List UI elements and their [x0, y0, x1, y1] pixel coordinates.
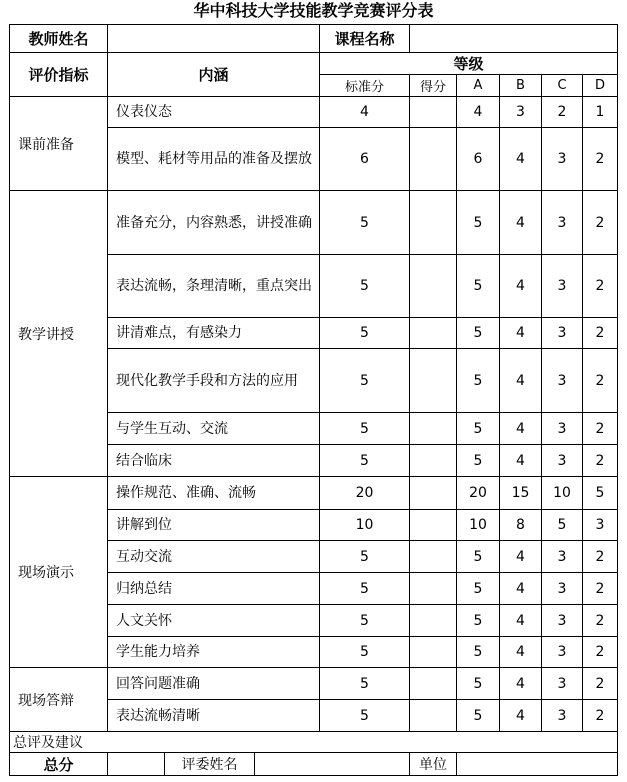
teacher-name-label: 教师姓名 [28, 30, 89, 48]
row-grade-a: 5 [473, 548, 483, 565]
row-content: 讲清难点，有感染力 [116, 325, 242, 341]
category-cell: 现场演示 [18, 565, 74, 581]
row-standard: 4 [360, 104, 369, 120]
row-grade-b: 4 [516, 452, 525, 469]
table-row [9, 668, 618, 699]
row-standard: 10 [355, 517, 374, 533]
row-grade-b: 8 [516, 517, 525, 533]
table-row [9, 637, 618, 667]
table-row [9, 128, 618, 190]
row-grade-b: 4 [516, 675, 525, 692]
row-grade-d: 2 [595, 644, 605, 660]
indicator-header: 评价指标 [28, 66, 89, 84]
row-content: 互动交流 [116, 548, 172, 565]
row-standard: 5 [360, 325, 369, 341]
row-standard: 20 [355, 485, 374, 501]
row-score[interactable] [410, 541, 456, 572]
row-grade-a: 5 [473, 580, 483, 597]
total-score-label: 总分 [43, 755, 74, 774]
row-grade-c: 3 [557, 580, 567, 597]
row-grade-c: 3 [557, 548, 567, 565]
grid-line-bottom [9, 775, 618, 776]
score-header: 得分 [419, 80, 446, 95]
row-grade-a: 5 [473, 612, 483, 629]
row-grade-d: 1 [595, 104, 605, 120]
teacher-name-field[interactable] [108, 25, 319, 52]
row-content: 现代化教学手段和方法的应用 [116, 372, 298, 389]
row-content: 人文关怀 [116, 612, 172, 629]
row-grade-b: 4 [516, 325, 525, 341]
row-content: 结合临床 [116, 452, 172, 469]
row-content: 操作规范、准确、流畅 [116, 485, 256, 501]
row-grade-d: 2 [595, 580, 605, 597]
row-grade-d: 5 [595, 485, 605, 501]
category-cell: 教学讲授 [18, 326, 74, 343]
table-row [9, 445, 618, 476]
table-row [9, 477, 618, 509]
row-grade-b: 15 [511, 485, 530, 501]
row-grade-d: 2 [595, 278, 605, 294]
row-score[interactable] [410, 700, 456, 731]
row-grade-c: 3 [557, 707, 567, 724]
row-standard: 5 [360, 548, 369, 565]
row-standard: 5 [360, 372, 369, 389]
row-content: 表达流畅清晰 [116, 707, 200, 724]
standard-score-header: 标准分 [344, 80, 384, 95]
row-score[interactable] [410, 605, 456, 636]
row-grade-a: 5 [473, 372, 483, 389]
row-score[interactable] [410, 191, 456, 254]
row-content: 模型、耗材等用品的准备及摆放 [116, 151, 312, 167]
row-grade-d: 2 [595, 612, 605, 629]
judge-name-field[interactable] [255, 753, 409, 775]
course-name-field[interactable] [410, 25, 617, 52]
grade-b-header: B [516, 78, 525, 93]
grade-d-header: D [594, 78, 605, 93]
row-content: 仪表仪态 [116, 104, 172, 120]
content-header: 内涵 [198, 66, 229, 84]
row-score[interactable] [410, 413, 456, 444]
row-score[interactable] [410, 128, 456, 190]
row-grade-a: 5 [473, 278, 483, 294]
grade-header: 等级 [453, 55, 484, 73]
row-grade-a: 5 [473, 420, 483, 437]
row-score[interactable] [410, 573, 456, 604]
row-grade-a: 10 [469, 517, 487, 533]
row-content: 准备充分，内容熟悉，讲授准确 [116, 214, 312, 231]
row-standard: 5 [360, 580, 369, 597]
row-grade-b: 3 [516, 104, 525, 120]
row-content: 表达流畅，条理清晰，重点突出 [116, 278, 312, 294]
table-row [9, 700, 618, 731]
table-row [9, 191, 618, 254]
row-grade-c: 3 [557, 612, 567, 629]
row-content: 归纳总结 [116, 580, 172, 597]
row-content: 讲解到位 [116, 517, 172, 533]
unit-label: 单位 [419, 757, 447, 773]
row-grade-b: 4 [516, 580, 525, 597]
row-grade-d: 2 [595, 675, 605, 692]
row-grade-a: 6 [473, 151, 483, 167]
row-content: 与学生互动、交流 [116, 420, 228, 437]
row-standard: 5 [360, 278, 369, 294]
grade-c-header: C [557, 78, 567, 93]
row-grade-b: 4 [516, 644, 525, 660]
table-row [9, 349, 618, 412]
row-content: 回答问题准确 [116, 675, 200, 692]
row-grade-c: 3 [557, 675, 567, 692]
row-standard: 5 [360, 612, 369, 629]
row-grade-a: 4 [473, 104, 483, 120]
row-score[interactable] [410, 445, 456, 476]
row-grade-b: 4 [516, 214, 525, 231]
grade-a-header: A [473, 78, 483, 93]
table-row [9, 97, 618, 127]
row-grade-d: 2 [595, 420, 605, 437]
row-score[interactable] [410, 510, 456, 540]
summary-label: 总评及建议 [13, 735, 83, 751]
page-title: 华中科技大学技能教学竞赛评分表 [193, 1, 434, 20]
table-row [9, 573, 618, 604]
row-grade-a: 5 [473, 644, 483, 660]
row-score[interactable] [410, 637, 456, 667]
row-grade-c: 3 [557, 420, 567, 437]
row-grade-b: 4 [516, 372, 525, 389]
category-cell: 课前准备 [18, 136, 74, 153]
table-row [9, 541, 618, 572]
row-grade-d: 2 [595, 452, 605, 469]
row-grade-d: 2 [595, 548, 605, 565]
row-grade-a: 5 [473, 675, 483, 692]
row-grade-d: 2 [595, 372, 605, 389]
row-content: 学生能力培养 [116, 644, 200, 660]
row-grade-c: 3 [557, 151, 567, 167]
unit-field[interactable] [457, 753, 617, 775]
category-cell: 现场答辩 [18, 692, 74, 709]
row-score[interactable] [410, 349, 456, 412]
row-grade-d: 2 [595, 151, 605, 167]
row-grade-c: 3 [557, 278, 567, 294]
row-score[interactable] [410, 318, 456, 348]
row-grade-a: 20 [469, 485, 487, 501]
row-grade-d: 2 [595, 325, 605, 341]
course-name-label: 课程名称 [334, 30, 395, 48]
row-grade-c: 3 [557, 452, 567, 469]
row-grade-c: 2 [557, 104, 567, 120]
row-grade-b: 4 [516, 278, 525, 294]
row-grade-b: 4 [516, 612, 525, 629]
row-grade-d: 3 [595, 517, 605, 533]
row-grade-b: 4 [516, 707, 525, 724]
row-grade-c: 3 [557, 644, 567, 660]
row-score[interactable] [410, 97, 456, 127]
table-row [9, 413, 618, 444]
row-grade-d: 2 [595, 707, 605, 724]
row-grade-c: 3 [557, 325, 567, 341]
score-sheet [9, 24, 618, 776]
row-grade-c: 3 [557, 372, 567, 389]
row-grade-a: 5 [473, 452, 483, 469]
row-standard: 5 [360, 644, 369, 660]
row-grade-c: 10 [553, 485, 571, 501]
row-standard: 5 [360, 420, 369, 437]
row-grade-c: 5 [557, 517, 567, 533]
row-standard: 5 [360, 214, 369, 231]
row-grade-d: 2 [595, 214, 605, 231]
table-row [9, 255, 618, 317]
row-grade-b: 4 [516, 548, 525, 565]
row-grade-a: 5 [473, 707, 483, 724]
row-grade-b: 4 [516, 420, 525, 437]
row-score[interactable] [410, 668, 456, 699]
table-row [9, 605, 618, 636]
row-grade-a: 5 [473, 325, 483, 341]
row-standard: 5 [360, 452, 369, 469]
judge-name-label: 评委姓名 [181, 757, 238, 773]
table-row [9, 510, 618, 540]
row-grade-b: 4 [516, 151, 525, 167]
row-standard: 6 [360, 151, 369, 167]
row-standard: 5 [360, 675, 369, 692]
table-row [9, 318, 618, 348]
row-score[interactable] [410, 255, 456, 317]
row-standard: 5 [360, 707, 369, 724]
total-score-field[interactable] [108, 753, 164, 775]
row-grade-c: 3 [557, 214, 567, 231]
row-grade-a: 5 [473, 214, 483, 231]
row-score[interactable] [410, 477, 456, 509]
